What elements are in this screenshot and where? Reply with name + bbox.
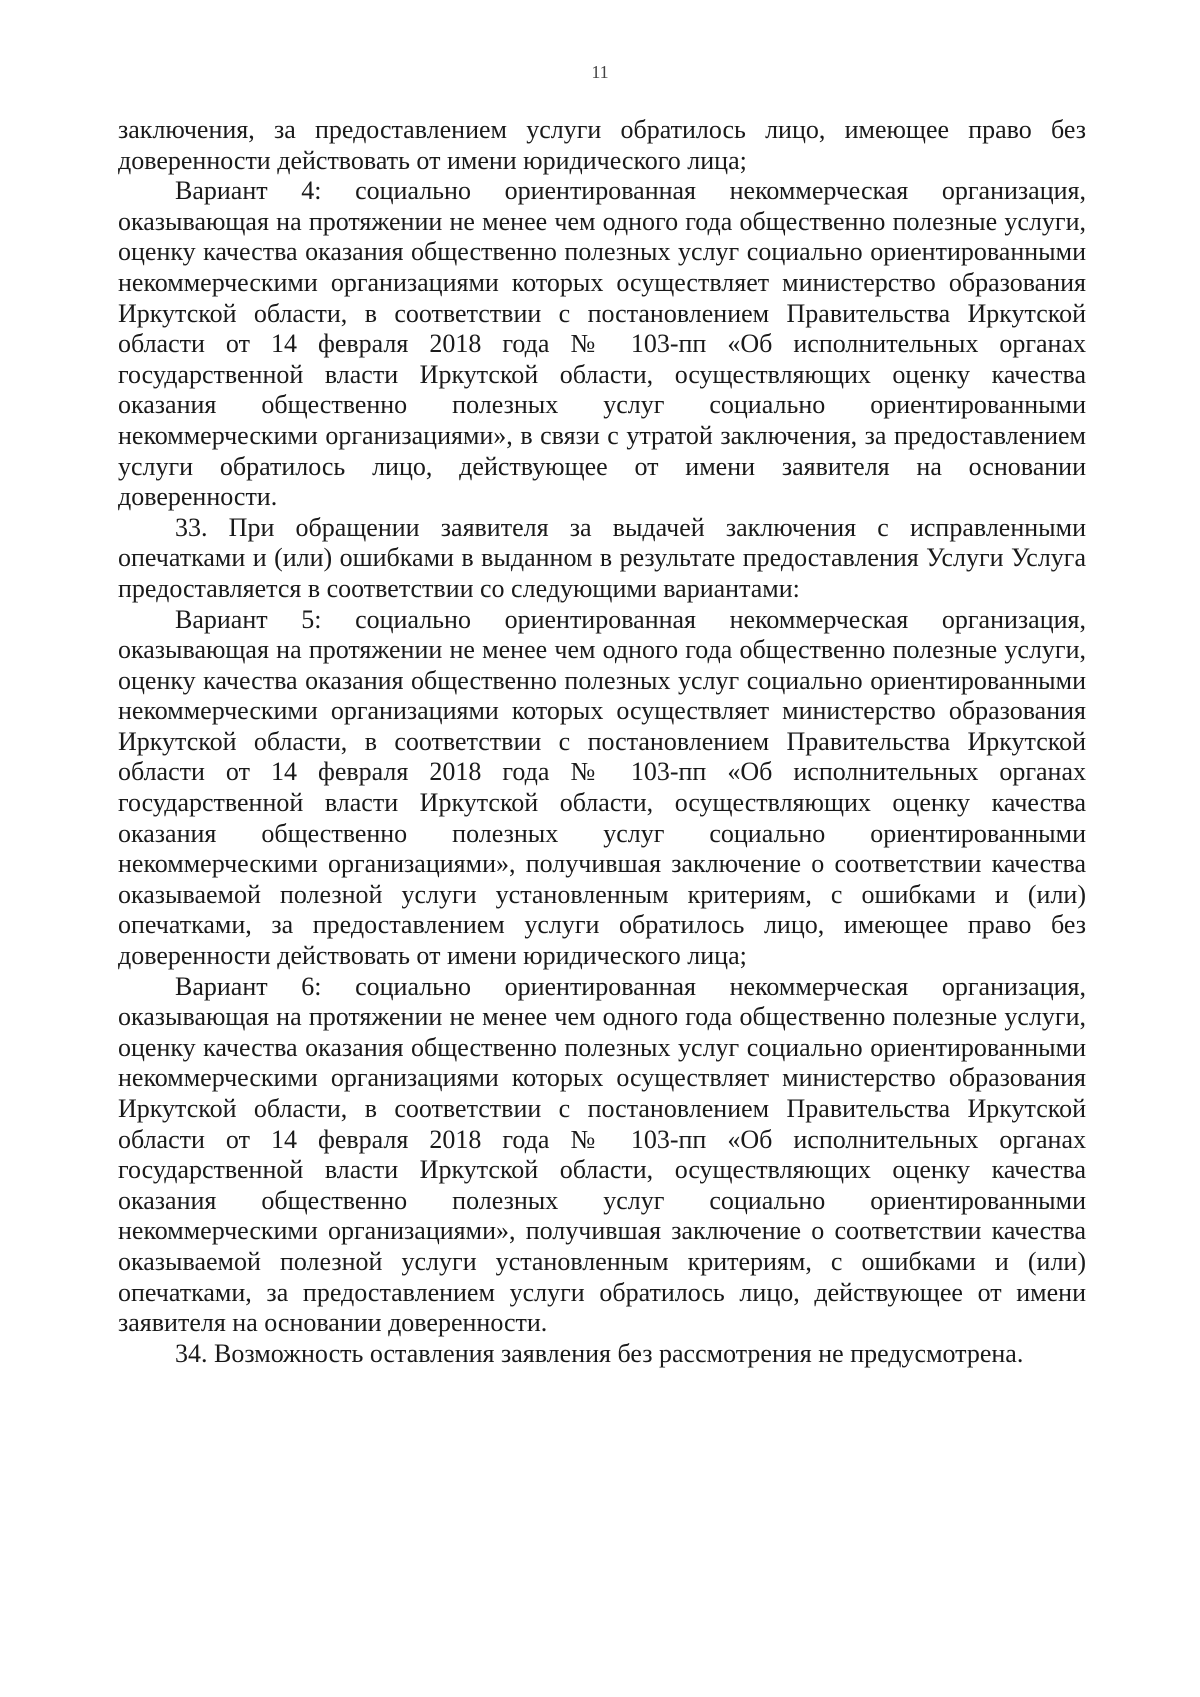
paragraph-item-34: 34. Возможность оставления заявления без рассмотрения не предусмотрена. [175,1338,1024,1368]
paragraph-variant-4: Вариант 4: социально ориентированная некоммерческая организация, оказывающая на протяжении не менее чем одного года общественно полезные услуги, оценку качества оказания общественно полезных услуг социально ориентированными некоммерческими организациями которых осуществляет министерство образования Иркутской области, в соответствии с постановлением Правительства Иркутской области от 14 февраля 2018 года № 103-пп «Об исполнительных органах государственной власти Иркутской области, осуществляющих оценку качества оказания общественно полезных услуг социально ориентированными некоммерческими организациями», в связи с утратой заключения, за предоставлением услуги обратилось лицо, действующее от имени заявителя на основании доверенности. [118,176,1086,512]
paragraph-item-33: 33. При обращении заявителя за выдачей заключения с исправленными опечатками и (или) ошибками в выданном в результате предоставления Услуги Услуга предоставляется в соответствии со следующими вариантами: [118,512,1086,603]
paragraph-variant-6: Вариант 6: социально ориентированная некоммерческая организация, оказывающая на протяжении не менее чем одного года общественно полезные услуги, оценку качества оказания общественно полезных услуг социально ориентированными некоммерческими организациями которых осуществляет министерство образования Иркутской области, в соответствии с постановлением Правительства Иркутской области от 14 февраля 2018 года № 103-пп «Об исполнительных органах государственной власти Иркутской области, осуществляющих оценку качества оказания общественно полезных услуг социально ориентированными некоммерческими организациями», получившая заключение о соответствии качества оказываемой полезной услуги установленным критериям, с ошибками и (или) опечатками, за предоставлением услуги обратилось лицо, действующее от имени заявителя на основании доверенности. [118,971,1086,1338]
document-body [118,115,1086,1369]
paragraph-continuation: заключения, за предоставлением услуги обратилось лицо, имеющее право без доверенности действовать от имени юридического лица; [118,115,1086,175]
page-number: 11 [591,62,609,82]
paragraph-variant-5: Вариант 5: социально ориентированная некоммерческая организация, оказывающая на протяжении не менее чем одного года общественно полезные услуги, оценку качества оказания общественно полезных услуг социально ориентированными некоммерческими организациями которых осуществляет министерство образования Иркутской области, в соответствии с постановлением Правительства Иркутской области от 14 февраля 2018 года № 103-пп «Об исполнительных органах государственной власти Иркутской области, осуществляющих оценку качества оказания общественно полезных услуг социально ориентированными некоммерческими организациями», получившая заключение о соответствии качества оказываемой полезной услуги установленным критериям, с ошибками и (или) опечатками, за предоставлением услуги обратилось лицо, имеющее право без доверенности действовать от имени юридического лица; [118,604,1086,971]
